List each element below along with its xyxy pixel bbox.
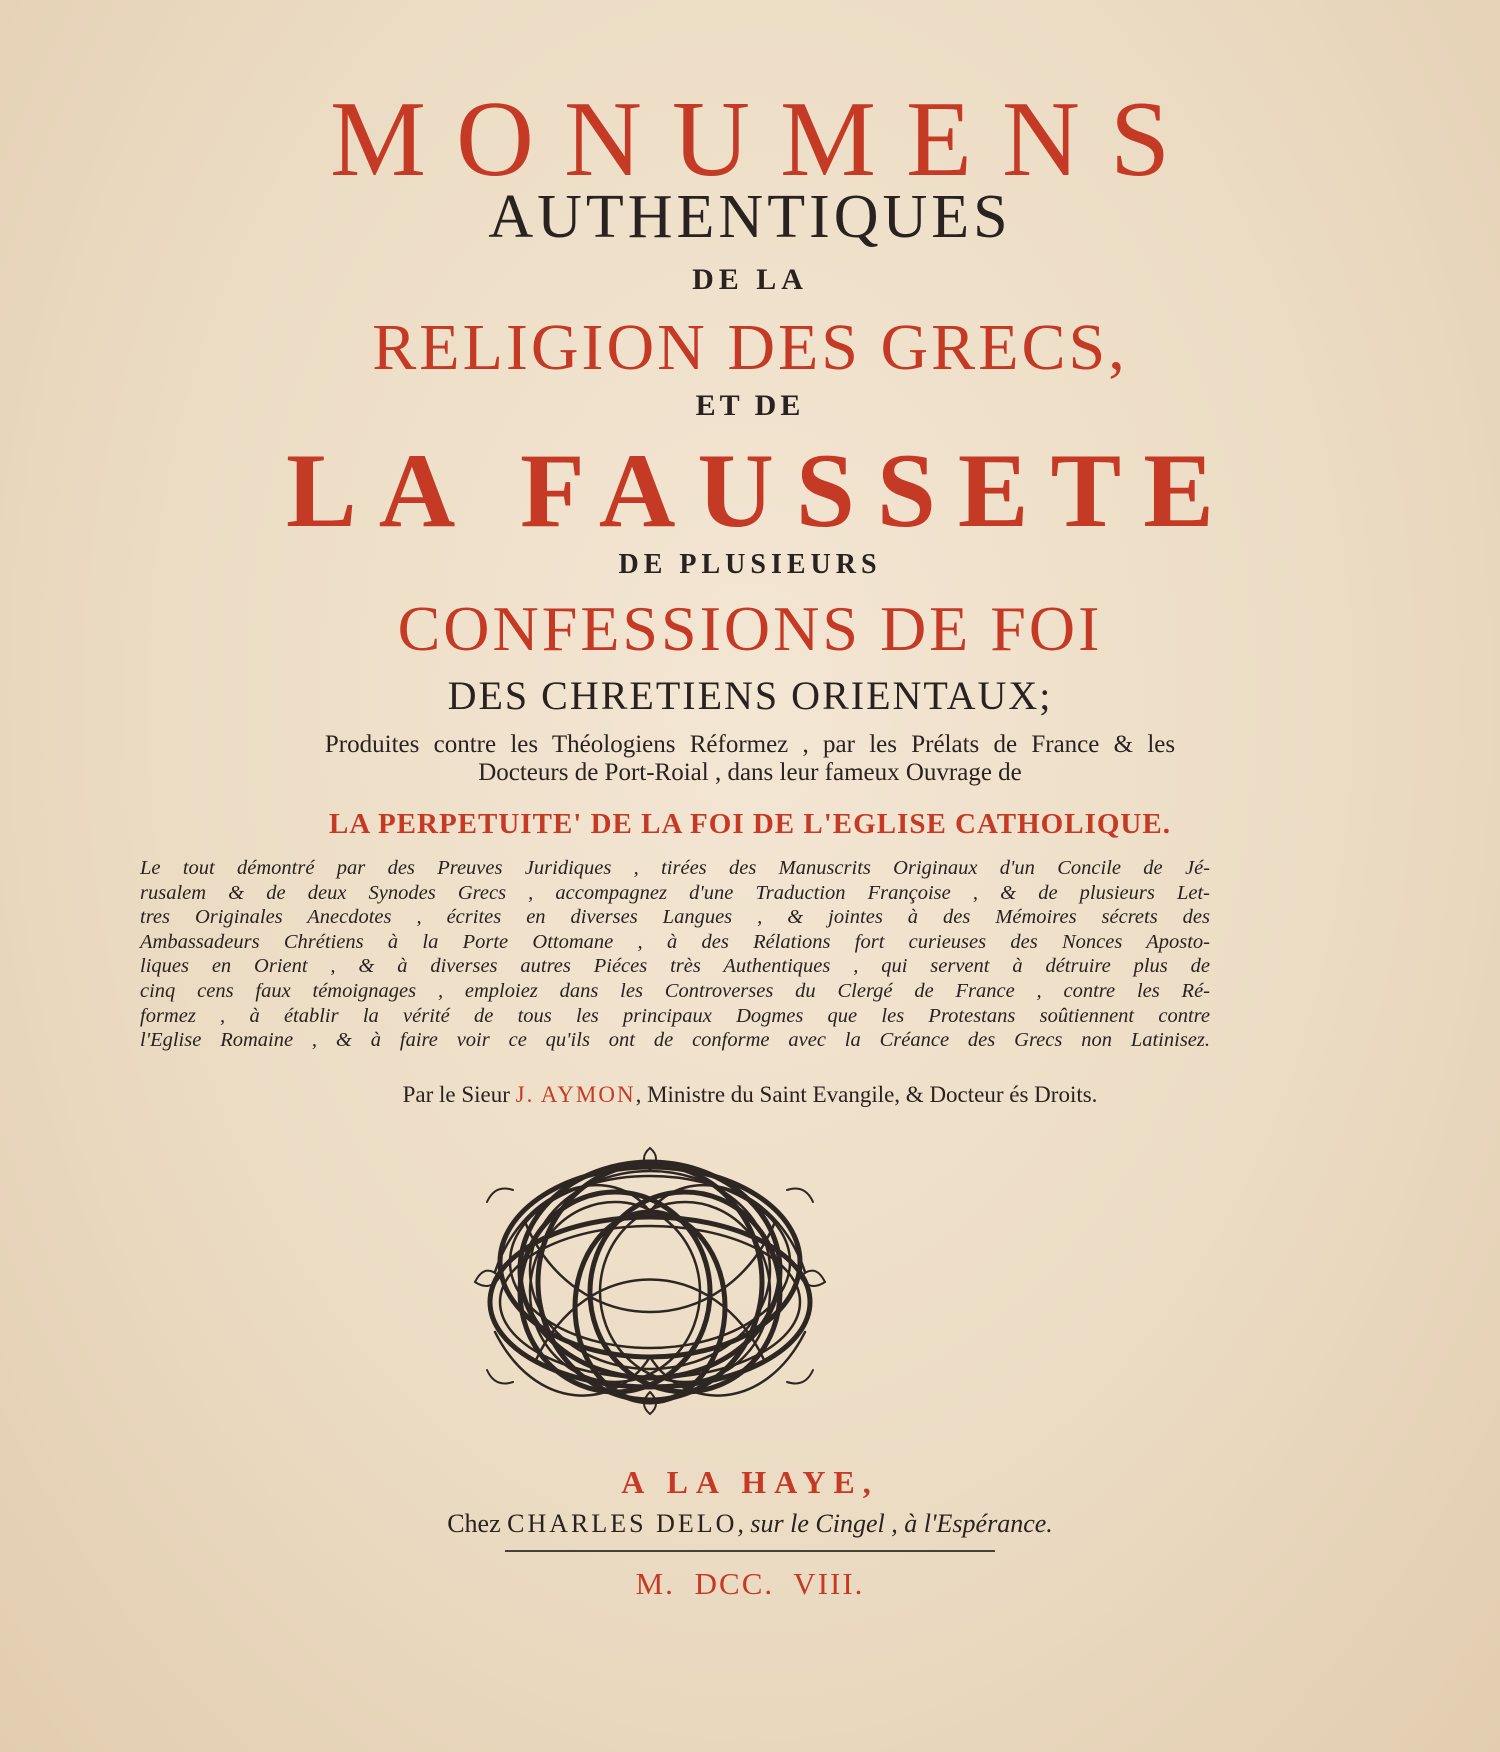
- description-line: cinq cens faux témoignages , emploiez dans les Controverses du Clergé de France , contre les Ré-: [140, 979, 1210, 1002]
- imprint-divider: [505, 1550, 995, 1552]
- description-line: formez , à établir la vérité de tous les principaux Dogmes que les Protestans soûtiennent contre: [140, 1004, 1210, 1027]
- title-et-de: ET DE: [695, 389, 805, 422]
- author-line: [0, 1080, 1500, 1110]
- author-prefix: Par le Sieur: [402, 1082, 510, 1107]
- subtitle-line-2: Docteurs de Port-Roial , dans leur fameux Ouvrage de: [478, 759, 1022, 786]
- title-perpetuite: LA PERPETUITE' DE LA FOI DE L'EGLISE CATHOLIQUE.: [329, 808, 1171, 840]
- title-religion: RELIGION DES GRECS,: [372, 311, 1128, 384]
- description-line: Ambassadeurs Chrétiens à la Porte Ottomane , à des Rélations fort curieuses des Nonces Aposto-: [140, 930, 1210, 953]
- description-line: tres Originales Anecdotes , écrites en diverses Langues , & jointes à des Mémoires sécrets des: [140, 906, 1210, 929]
- imprint-year: M. DCC. VIII.: [635, 1566, 865, 1601]
- title-authentiques: AUTHENTIQUES: [488, 183, 1012, 251]
- title-chretiens: DES CHRETIENS ORIENTAUX;: [447, 673, 1053, 718]
- interlaced-knot-woodcut-icon: [465, 1142, 835, 1420]
- publisher-name: CHARLES DELO: [507, 1509, 738, 1538]
- author-name: J. AYMON: [515, 1082, 636, 1107]
- publisher-suffix: , sur le Cingel , à l'Espérance.: [737, 1509, 1053, 1538]
- title-de-la: DE LA: [692, 263, 808, 296]
- description-paragraph: [140, 856, 1210, 1053]
- title-faussete: LA FAUSSETE: [286, 432, 1236, 549]
- title-confessions: CONFESSIONS DE FOI: [397, 593, 1103, 664]
- description-line: rusalem & de deux Synodes Grecs , accompagnez d'une Traduction Françoise , & de plusieurs Let-: [140, 881, 1210, 904]
- description-line: l'Eglise Romaine , & à faire voir ce qu'ils ont de conforme avec la Créance des Grecs non Latinisez.: [140, 1029, 1210, 1052]
- imprint-place: A LA HAYE,: [621, 1464, 879, 1500]
- imprint-publisher: [0, 1508, 1500, 1540]
- description-line: liques en Orient , & à diverses autres Piéces très Authentiques , qui servent à détruire plus de: [140, 955, 1210, 978]
- subtitle-line-1: Produites contre les Théologiens Réformez , par les Prélats de France & les: [324, 731, 1176, 758]
- title-monumens: MONUMENS: [329, 80, 1201, 199]
- author-suffix: , Ministre du Saint Evangile, & Docteur és Droits.: [635, 1082, 1098, 1107]
- title-de-plusieurs: DE PLUSIEURS: [618, 549, 882, 580]
- description-line: Le tout démontré par des Preuves Juridiques , tirées des Manuscrits Originaux d'un Concile de Jé-: [140, 857, 1210, 879]
- publisher-prefix: Chez: [447, 1509, 501, 1538]
